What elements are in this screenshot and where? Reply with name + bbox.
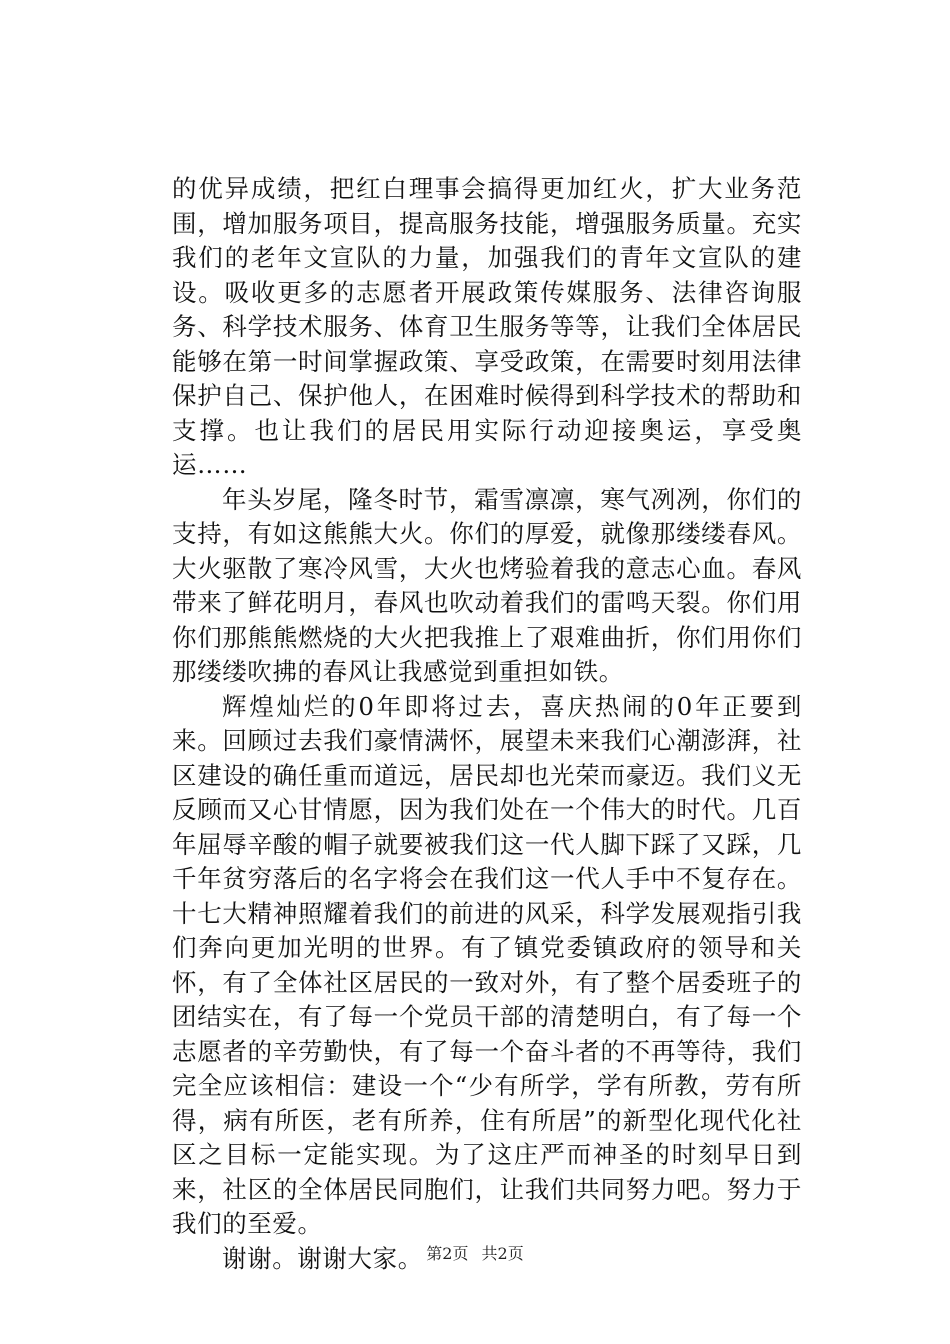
page-total: 共2页 [481,1244,524,1263]
paragraph-continuation: 的优异成绩，把红白理事会搞得更加红火，扩大业务范围，增加服务项目，提高服务技能，增强服务质量。充实我们的老年文宣队的力量，加强我们的青年文宣队的建设。吸收更多的志愿者开展政策传媒服务、法律咨询服务、科学技术服务、体育卫生服务等等，让我们全体居民能够在第一时间掌握政策、享受政策，在需要时刻用法律保护自己、保护他人，在困难时候得到科学技术的帮助和支撑。也让我们的居民用实际行动迎接奥运，享受奥运…… [172,174,802,479]
page-footer [0,1244,950,1264]
document-body [172,172,802,1276]
page-number: 第2页 [426,1244,469,1263]
paragraph-winter-support: 年头岁尾，隆冬时节，霜雪凛凛，寒气冽冽，你们的支持，有如这熊熊大火。你们的厚爱，就像那缕缕春风。大火驱散了寒冷风雪，大火也烤验着我的意志心血。春风带来了鲜花明月，春风也吹动着我们的雷鸣天裂。你们用你们那熊熊燃烧的大火把我推上了艰难曲折，你们用你们那缕缕吹拂的春风让我感觉到重担如铁。 [172,484,802,686]
paragraph-thanks: 谢谢。谢谢大家。 [222,1243,423,1273]
paragraph-new-year-outlook: 辉煌灿烂的0年即将过去，喜庆热闹的0年正要到来。回顾过去我们豪情满怀，展望未来我们心潮澎湃，社区建设的确任重而道远，居民却也光荣而豪迈。我们义无反顾而又心甘情愿，因为我们处在一个伟大的时代。几百年屈辱辛酸的帽子就要被我们这一代人脚下踩了又踩，几千年贫穷落后的名字将会在我们这一代人手中不复存在。十七大精神照耀着我们的前进的风采，科学发展观指引我们奔向更加光明的世界。有了镇党委镇政府的领导和关怀，有了全体社区居民的一致对外，有了整个居委班子的团结实在，有了每一个党员干部的清楚明白，有了每一个志愿者的辛劳勤快，有了每一个奋斗者的不再等待，我们完全应该相信：建设一个“少有所学，学有所教，劳有所得，病有所医，老有所养，住有所居”的新型化现代化社区之目标一定能实现。为了这庄严而神圣的时刻早日到来，社区的全体居民同胞们，让我们共同努力吧。努力于我们的至爱。 [172,691,802,1238]
